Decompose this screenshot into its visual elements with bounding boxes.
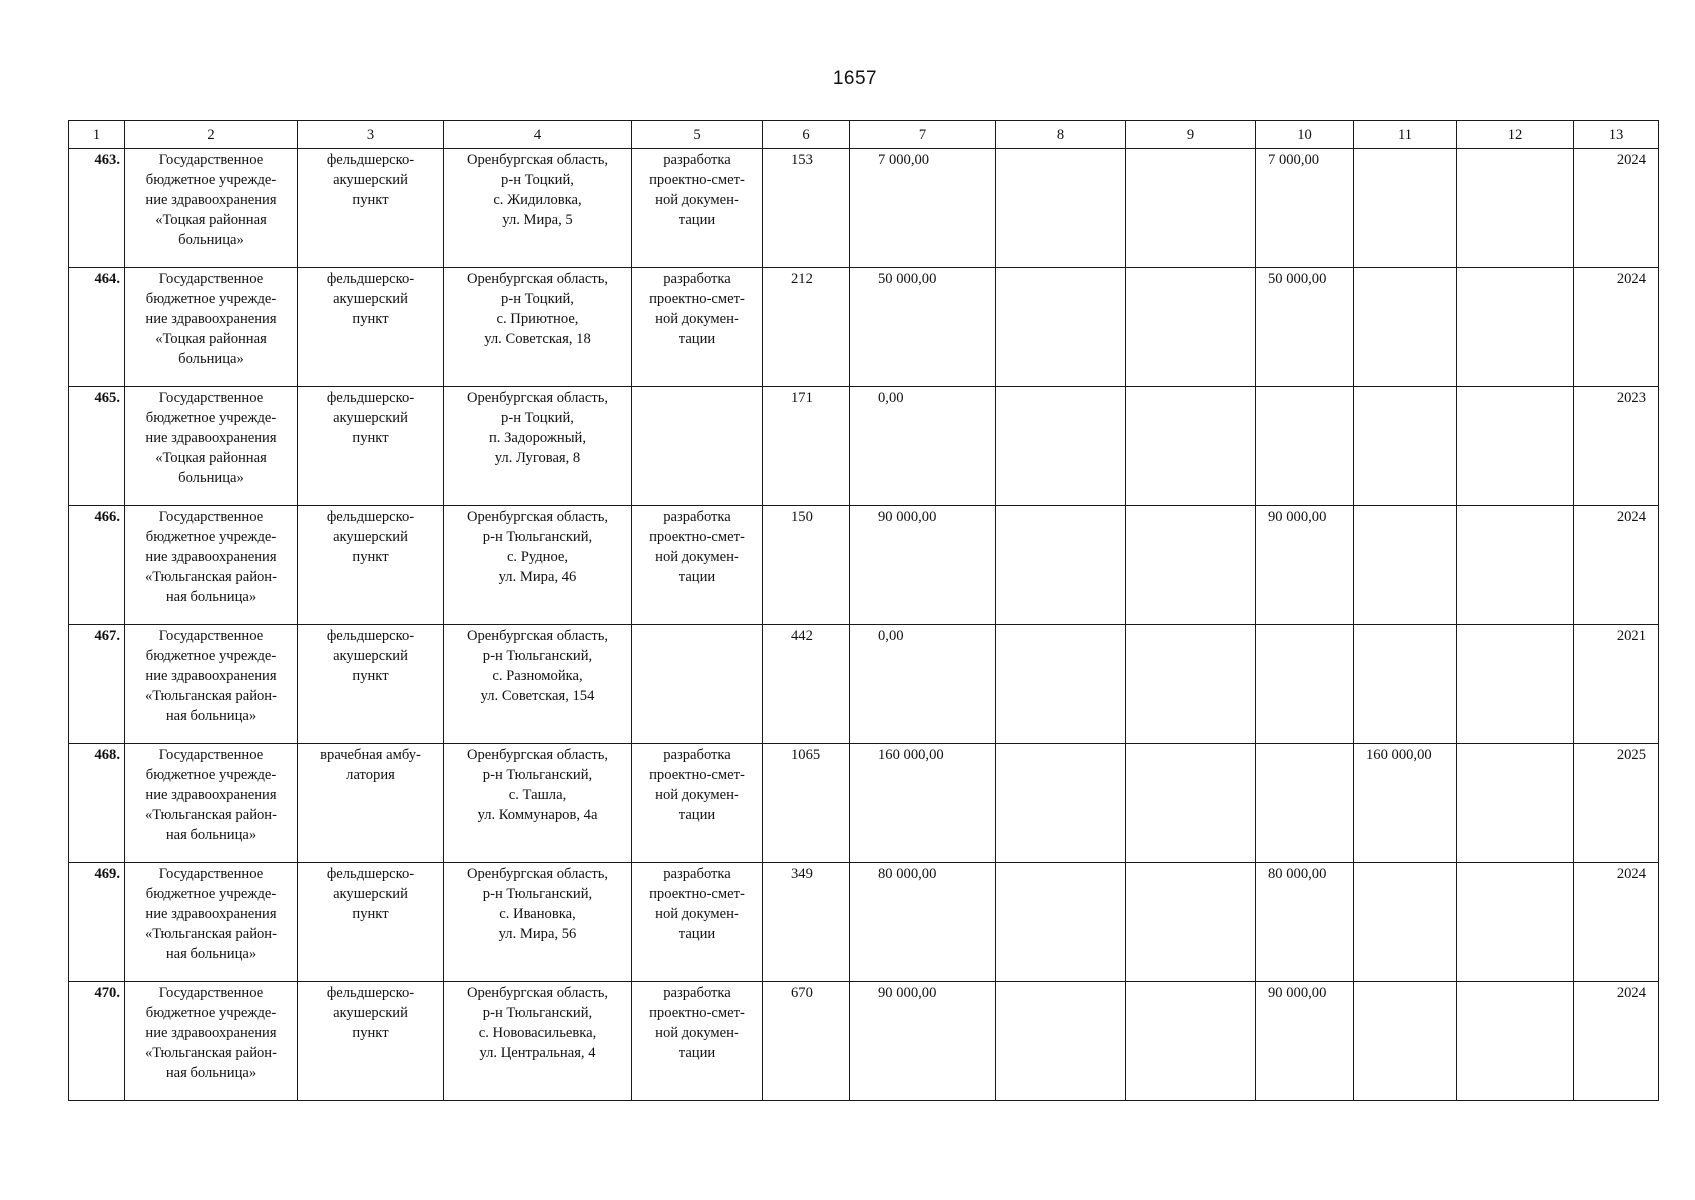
work-type-line: тации bbox=[678, 212, 716, 228]
address-line: Оренбургская область, bbox=[466, 747, 609, 763]
institution-line: Государственное bbox=[158, 866, 264, 882]
work-type-cell bbox=[632, 863, 763, 982]
column-header-6: 6 bbox=[763, 121, 850, 149]
year-cell: 2024 bbox=[1574, 863, 1659, 982]
work-type-line: тации bbox=[678, 807, 716, 823]
institution-line: «Тюльганская район- bbox=[145, 926, 277, 942]
institution-line: ная больница» bbox=[165, 1065, 257, 1081]
address-cell bbox=[444, 268, 632, 387]
work-type-cell bbox=[632, 744, 763, 863]
institution-cell bbox=[125, 982, 298, 1101]
year-cell: 2024 bbox=[1574, 149, 1659, 268]
facility-type-line: акушерский bbox=[333, 172, 408, 188]
address-cell bbox=[444, 744, 632, 863]
facility-type-cell bbox=[298, 506, 444, 625]
address-line: р-н Тоцкий, bbox=[501, 410, 574, 426]
institution-line: ная больница» bbox=[165, 946, 257, 962]
column-header-3: 3 bbox=[298, 121, 444, 149]
institution-line: ная больница» bbox=[165, 589, 257, 605]
table-row bbox=[69, 982, 1659, 1101]
institution-line: бюджетное учрежде- bbox=[145, 529, 277, 545]
col-9-cell bbox=[1126, 506, 1256, 625]
address-cell bbox=[444, 387, 632, 506]
col-12-cell bbox=[1457, 863, 1574, 982]
institution-line: «Тюльганская район- bbox=[145, 1045, 277, 1061]
institution-line: ние здравоохранения bbox=[145, 311, 277, 327]
column-header-8: 8 bbox=[996, 121, 1126, 149]
work-type-cell bbox=[632, 268, 763, 387]
col-11-cell bbox=[1354, 863, 1457, 982]
year-cell: 2024 bbox=[1574, 506, 1659, 625]
column-header-9: 9 bbox=[1126, 121, 1256, 149]
address-line: с. Приютное, bbox=[496, 311, 579, 327]
facility-type-line: акушерский bbox=[333, 291, 408, 307]
work-type-line: проектно-смет- bbox=[649, 767, 745, 783]
column-header-11: 11 bbox=[1354, 121, 1457, 149]
area-cell: 150 bbox=[763, 506, 850, 625]
work-type-cell bbox=[632, 149, 763, 268]
area-cell: 670 bbox=[763, 982, 850, 1101]
work-type-line: разработка bbox=[663, 985, 731, 1001]
facility-type-cell bbox=[298, 863, 444, 982]
column-header-2: 2 bbox=[125, 121, 298, 149]
address-line: ул. Мира, 46 bbox=[498, 569, 577, 585]
address-line: Оренбургская область, bbox=[466, 985, 609, 1001]
institution-line: Государственное bbox=[158, 390, 264, 406]
facility-type-cell bbox=[298, 387, 444, 506]
address-line: р-н Тюльганский, bbox=[482, 886, 593, 902]
institution-line: бюджетное учрежде- bbox=[145, 1005, 277, 1021]
facility-type-line: пункт bbox=[352, 430, 389, 446]
total-cost-cell: 0,00 bbox=[850, 387, 996, 506]
col-10-cell: 7 000,00 bbox=[1256, 149, 1354, 268]
column-header-1: 1 bbox=[69, 121, 125, 149]
facility-type-line: акушерский bbox=[333, 410, 408, 426]
col-9-cell bbox=[1126, 268, 1256, 387]
address-line: п. Задорожный, bbox=[488, 430, 586, 446]
col-9-cell bbox=[1126, 982, 1256, 1101]
area-cell: 442 bbox=[763, 625, 850, 744]
facility-type-line: акушерский bbox=[333, 648, 408, 664]
facility-type-line: акушерский bbox=[333, 529, 408, 545]
row-number-cell: 469. bbox=[69, 863, 125, 982]
table-row bbox=[69, 625, 1659, 744]
register-table bbox=[68, 120, 1659, 1101]
column-header-13: 13 bbox=[1574, 121, 1659, 149]
column-number-header-row bbox=[69, 121, 1659, 149]
column-header-5: 5 bbox=[632, 121, 763, 149]
facility-type-line: фельдшерско- bbox=[326, 628, 415, 644]
col-12-cell bbox=[1457, 982, 1574, 1101]
total-cost-cell: 0,00 bbox=[850, 625, 996, 744]
institution-line: бюджетное учрежде- bbox=[145, 172, 277, 188]
col-9-cell bbox=[1126, 625, 1256, 744]
address-line: Оренбургская область, bbox=[466, 866, 609, 882]
table-row bbox=[69, 268, 1659, 387]
institution-line: «Тюльганская район- bbox=[145, 688, 277, 704]
col-12-cell bbox=[1457, 387, 1574, 506]
institution-cell bbox=[125, 506, 298, 625]
institution-line: «Тюльганская район- bbox=[145, 807, 277, 823]
facility-type-line: пункт bbox=[352, 1025, 389, 1041]
institution-line: больница» bbox=[178, 470, 244, 486]
address-cell bbox=[444, 982, 632, 1101]
work-type-line: разработка bbox=[663, 152, 731, 168]
facility-type-line: фельдшерско- bbox=[326, 271, 415, 287]
column-header-10: 10 bbox=[1256, 121, 1354, 149]
col-11-cell bbox=[1354, 506, 1457, 625]
institution-line: Государственное bbox=[158, 509, 264, 525]
work-type-line: проектно-смет- bbox=[649, 291, 745, 307]
address-line: р-н Тюльганский, bbox=[482, 648, 593, 664]
institution-line: бюджетное учрежде- bbox=[145, 410, 277, 426]
row-number-cell: 466. bbox=[69, 506, 125, 625]
work-type-line: разработка bbox=[663, 509, 731, 525]
address-line: ул. Советская, 154 bbox=[480, 688, 595, 704]
institution-line: Государственное bbox=[158, 152, 264, 168]
institution-line: ние здравоохранения bbox=[145, 192, 277, 208]
institution-line: «Тоцкая районная bbox=[155, 212, 267, 228]
col-11-cell bbox=[1354, 625, 1457, 744]
institution-cell bbox=[125, 149, 298, 268]
work-type-line: ной докумен- bbox=[655, 1025, 739, 1041]
address-line: ул. Мира, 56 bbox=[498, 926, 577, 942]
facility-type-line: акушерский bbox=[333, 1005, 408, 1021]
facility-type-line: пункт bbox=[352, 668, 389, 684]
col-10-cell: 90 000,00 bbox=[1256, 506, 1354, 625]
table-row bbox=[69, 387, 1659, 506]
area-cell: 212 bbox=[763, 268, 850, 387]
address-line: Оренбургская область, bbox=[466, 390, 609, 406]
col-10-cell: 90 000,00 bbox=[1256, 982, 1354, 1101]
work-type-cell bbox=[632, 982, 763, 1101]
work-type-line: разработка bbox=[663, 866, 731, 882]
institution-line: Государственное bbox=[158, 985, 264, 1001]
row-number-cell: 468. bbox=[69, 744, 125, 863]
total-cost-cell: 7 000,00 bbox=[850, 149, 996, 268]
facility-type-cell bbox=[298, 149, 444, 268]
total-cost-cell: 50 000,00 bbox=[850, 268, 996, 387]
col-8-cell bbox=[996, 387, 1126, 506]
institution-cell bbox=[125, 387, 298, 506]
address-line: ул. Луговая, 8 bbox=[494, 450, 581, 466]
row-number-cell: 463. bbox=[69, 149, 125, 268]
facility-type-line: акушерский bbox=[333, 886, 408, 902]
col-11-cell bbox=[1354, 982, 1457, 1101]
col-10-cell: 50 000,00 bbox=[1256, 268, 1354, 387]
work-type-line: ной докумен- bbox=[655, 311, 739, 327]
address-line: с. Ивановка, bbox=[499, 906, 576, 922]
page-number: 1657 bbox=[832, 68, 878, 89]
facility-type-line: фельдшерско- bbox=[326, 985, 415, 1001]
facility-type-cell bbox=[298, 744, 444, 863]
column-header-4: 4 bbox=[444, 121, 632, 149]
facility-type-line: пункт bbox=[352, 906, 389, 922]
col-12-cell bbox=[1457, 744, 1574, 863]
col-12-cell bbox=[1457, 625, 1574, 744]
col-9-cell bbox=[1126, 863, 1256, 982]
work-type-line: ной докумен- bbox=[655, 906, 739, 922]
institution-line: ние здравоохранения bbox=[145, 430, 277, 446]
total-cost-cell: 90 000,00 bbox=[850, 506, 996, 625]
table-row bbox=[69, 149, 1659, 268]
row-number-cell: 467. bbox=[69, 625, 125, 744]
institution-line: бюджетное учрежде- bbox=[145, 648, 277, 664]
col-8-cell bbox=[996, 625, 1126, 744]
col-12-cell bbox=[1457, 506, 1574, 625]
area-cell: 153 bbox=[763, 149, 850, 268]
col-8-cell bbox=[996, 744, 1126, 863]
work-type-cell bbox=[632, 506, 763, 625]
institution-cell bbox=[125, 744, 298, 863]
work-type-line: проектно-смет- bbox=[649, 172, 745, 188]
column-header-7: 7 bbox=[850, 121, 996, 149]
col-9-cell bbox=[1126, 149, 1256, 268]
address-line: с. Рудное, bbox=[506, 549, 569, 565]
institution-cell bbox=[125, 863, 298, 982]
facility-type-cell bbox=[298, 625, 444, 744]
institution-line: больница» bbox=[178, 351, 244, 367]
address-line: с. Ташла, bbox=[508, 787, 567, 803]
facility-type-line: латория bbox=[346, 767, 395, 783]
year-cell: 2021 bbox=[1574, 625, 1659, 744]
work-type-line: проектно-смет- bbox=[649, 529, 745, 545]
year-cell: 2025 bbox=[1574, 744, 1659, 863]
address-line: ул. Мира, 5 bbox=[502, 212, 573, 228]
facility-type-line: фельдшерско- bbox=[326, 509, 415, 525]
institution-line: ная больница» bbox=[165, 708, 257, 724]
col-8-cell bbox=[996, 863, 1126, 982]
year-cell: 2024 bbox=[1574, 982, 1659, 1101]
total-cost-cell: 80 000,00 bbox=[850, 863, 996, 982]
col-12-cell bbox=[1457, 268, 1574, 387]
work-type-line: тации bbox=[678, 926, 716, 942]
address-cell bbox=[444, 863, 632, 982]
table-row bbox=[69, 744, 1659, 863]
work-type-line: ной докумен- bbox=[655, 787, 739, 803]
address-line: ул. Центральная, 4 bbox=[479, 1045, 596, 1061]
address-cell bbox=[444, 625, 632, 744]
address-line: Оренбургская область, bbox=[466, 152, 609, 168]
col-8-cell bbox=[996, 149, 1126, 268]
facility-type-line: фельдшерско- bbox=[326, 152, 415, 168]
total-cost-cell: 160 000,00 bbox=[850, 744, 996, 863]
work-type-line: тации bbox=[678, 569, 716, 585]
institution-cell bbox=[125, 625, 298, 744]
institution-line: ние здравоохранения bbox=[145, 1025, 277, 1041]
address-line: р-н Тоцкий, bbox=[501, 172, 574, 188]
work-type-line: тации bbox=[678, 331, 716, 347]
col-11-cell bbox=[1354, 149, 1457, 268]
column-header-12: 12 bbox=[1457, 121, 1574, 149]
col-11-cell: 160 000,00 bbox=[1354, 744, 1457, 863]
table-row bbox=[69, 863, 1659, 982]
table-row bbox=[69, 506, 1659, 625]
address-line: р-н Тоцкий, bbox=[501, 291, 574, 307]
facility-type-cell bbox=[298, 268, 444, 387]
address-line: с. Разномойка, bbox=[492, 668, 583, 684]
col-10-cell bbox=[1256, 625, 1354, 744]
work-type-line: проектно-смет- bbox=[649, 1005, 745, 1021]
row-number-cell: 465. bbox=[69, 387, 125, 506]
institution-cell bbox=[125, 268, 298, 387]
col-10-cell: 80 000,00 bbox=[1256, 863, 1354, 982]
facility-type-line: фельдшерско- bbox=[326, 390, 415, 406]
facility-type-line: пункт bbox=[352, 192, 389, 208]
institution-line: бюджетное учрежде- bbox=[145, 886, 277, 902]
address-cell bbox=[444, 506, 632, 625]
work-type-line: тации bbox=[678, 1045, 716, 1061]
work-type-cell bbox=[632, 387, 763, 506]
col-10-cell bbox=[1256, 744, 1354, 863]
address-cell bbox=[444, 149, 632, 268]
area-cell: 349 bbox=[763, 863, 850, 982]
row-number-cell: 464. bbox=[69, 268, 125, 387]
col-9-cell bbox=[1126, 744, 1256, 863]
institution-line: ние здравоохранения bbox=[145, 906, 277, 922]
institution-line: больница» bbox=[178, 232, 244, 248]
work-type-line: проектно-смет- bbox=[649, 886, 745, 902]
institution-line: «Тоцкая районная bbox=[155, 450, 267, 466]
address-line: р-н Тюльганский, bbox=[482, 767, 593, 783]
work-type-line: разработка bbox=[663, 747, 731, 763]
address-line: ул. Советская, 18 bbox=[484, 331, 591, 347]
address-line: с. Нововасильевка, bbox=[478, 1025, 597, 1041]
address-line: с. Жидиловка, bbox=[493, 192, 582, 208]
year-cell: 2023 bbox=[1574, 387, 1659, 506]
institution-line: ние здравоохранения bbox=[145, 549, 277, 565]
institution-line: Государственное bbox=[158, 271, 264, 287]
work-type-line: разработка bbox=[663, 271, 731, 287]
institution-line: ная больница» bbox=[165, 827, 257, 843]
facility-type-line: пункт bbox=[352, 549, 389, 565]
address-line: Оренбургская область, bbox=[466, 628, 609, 644]
institution-line: ние здравоохранения bbox=[145, 668, 277, 684]
area-cell: 1065 bbox=[763, 744, 850, 863]
facility-type-line: пункт bbox=[352, 311, 389, 327]
address-line: Оренбургская область, bbox=[466, 271, 609, 287]
address-line: р-н Тюльганский, bbox=[482, 1005, 593, 1021]
institution-line: Государственное bbox=[158, 747, 264, 763]
area-cell: 171 bbox=[763, 387, 850, 506]
facility-type-line: врачебная амбу- bbox=[320, 747, 421, 763]
col-8-cell bbox=[996, 506, 1126, 625]
institution-line: бюджетное учрежде- bbox=[145, 767, 277, 783]
institution-line: «Тоцкая районная bbox=[155, 331, 267, 347]
col-8-cell bbox=[996, 268, 1126, 387]
institution-line: бюджетное учрежде- bbox=[145, 291, 277, 307]
facility-type-cell bbox=[298, 982, 444, 1101]
facility-type-line: фельдшерско- bbox=[326, 866, 415, 882]
col-8-cell bbox=[996, 982, 1126, 1101]
row-number-cell: 470. bbox=[69, 982, 125, 1101]
col-10-cell bbox=[1256, 387, 1354, 506]
work-type-line: ной докумен- bbox=[655, 549, 739, 565]
institution-line: «Тюльганская район- bbox=[145, 569, 277, 585]
address-line: ул. Коммунаров, 4а bbox=[477, 807, 598, 823]
address-line: р-н Тюльганский, bbox=[482, 529, 593, 545]
col-12-cell bbox=[1457, 149, 1574, 268]
institution-line: Государственное bbox=[158, 628, 264, 644]
total-cost-cell: 90 000,00 bbox=[850, 982, 996, 1101]
col-9-cell bbox=[1126, 387, 1256, 506]
year-cell: 2024 bbox=[1574, 268, 1659, 387]
col-11-cell bbox=[1354, 387, 1457, 506]
col-11-cell bbox=[1354, 268, 1457, 387]
work-type-line: ной докумен- bbox=[655, 192, 739, 208]
address-line: Оренбургская область, bbox=[466, 509, 609, 525]
institution-line: ние здравоохранения bbox=[145, 787, 277, 803]
work-type-cell bbox=[632, 625, 763, 744]
